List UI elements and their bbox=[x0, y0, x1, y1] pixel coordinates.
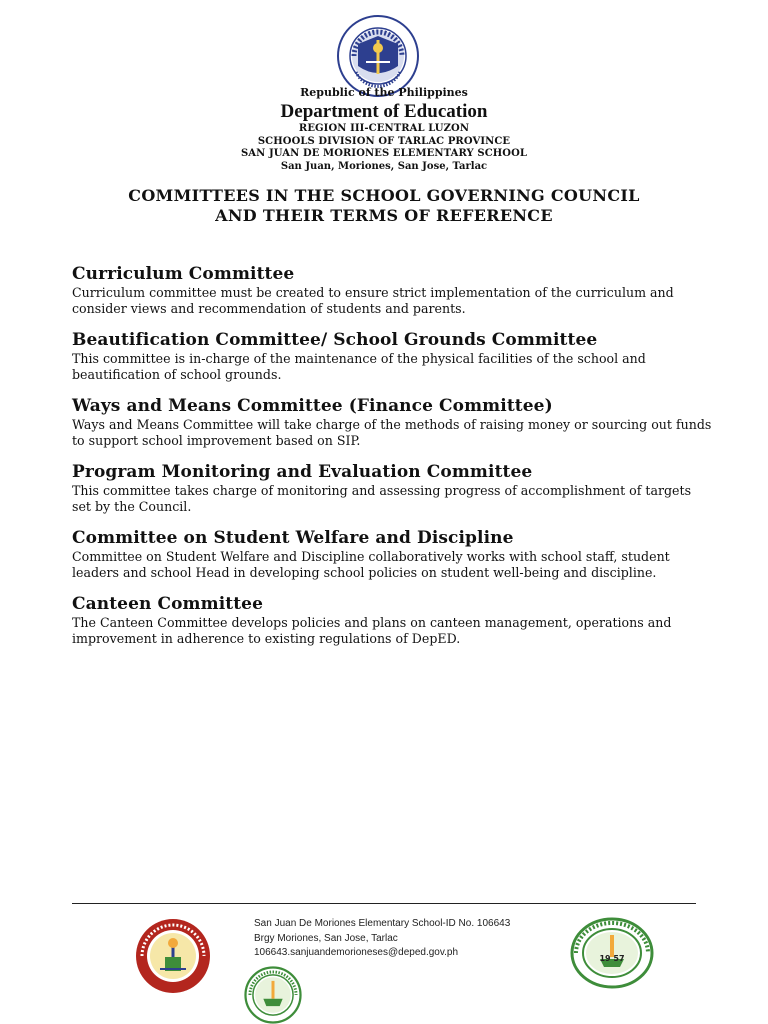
committee-description: Curriculum committee must be created to ensure strict implementation of the curriculum and consider views and recommendation of students and parents. bbox=[72, 285, 674, 316]
department-name: Department of Education bbox=[280, 101, 488, 122]
committee-description: Ways and Means Committee will take charge of the methods of raising money or sourcing out funds to support school improvement based on SIP. bbox=[72, 417, 712, 448]
committee-heading: Beautification Committee/ School Grounds Committee bbox=[72, 330, 598, 350]
republic-line: Republic of the Philippines bbox=[300, 86, 468, 99]
committee-list bbox=[72, 264, 712, 660]
region-line: REGION III-CENTRAL LUZON bbox=[298, 123, 470, 134]
committee-section bbox=[72, 528, 712, 580]
committee-heading: Curriculum Committee bbox=[72, 264, 295, 284]
committee-description: This committee takes charge of monitoring and assessing progress of accomplishment of targets set by the Council. bbox=[72, 483, 692, 514]
school-name-line: SAN JUAN DE MORIONES ELEMENTARY SCHOOL bbox=[240, 148, 528, 159]
footer-school-id: San Juan De Moriones Elementary School-ID No. 106643 bbox=[254, 918, 511, 929]
committee-section bbox=[72, 396, 712, 448]
title-line-1: COMMITTEES IN THE SCHOOL GOVERNING COUNCIL bbox=[128, 186, 640, 205]
division-line: SCHOOLS DIVISION OF TARLAC PROVINCE bbox=[257, 135, 511, 147]
footer-address: Brgy Moriones, San Jose, Tarlac bbox=[254, 932, 398, 944]
school-seal-logo-small bbox=[234, 966, 312, 1024]
committee-heading: Program Monitoring and Evaluation Committee bbox=[72, 462, 533, 482]
committee-heading: Canteen Committee bbox=[72, 594, 264, 614]
footer-email: 106643.sanjuandemorioneses@deped.gov.ph bbox=[254, 947, 459, 958]
school-seal-logo bbox=[570, 917, 654, 989]
division-seal-logo bbox=[134, 917, 212, 995]
committee-heading: Committee on Student Welfare and Discipline bbox=[72, 528, 514, 548]
committee-section bbox=[72, 462, 712, 514]
school-seal-year: 19 57 bbox=[599, 954, 625, 963]
committee-description: This committee is in-charge of the maintenance of the physical facilities of the school and beautification of school grounds. bbox=[72, 351, 646, 382]
footer-divider bbox=[72, 903, 696, 904]
letterhead bbox=[0, 86, 768, 172]
school-address-line: San Juan, Moriones, San Jose, Tarlac bbox=[280, 160, 488, 172]
committee-section bbox=[72, 264, 712, 316]
committee-heading: Ways and Means Committee (Finance Committee) bbox=[72, 396, 553, 416]
committee-description: Committee on Student Welfare and Discipline collaboratively works with school staff, student leaders and school Head in developing school policies on student well-being and discipline. bbox=[72, 549, 670, 580]
document-title bbox=[0, 186, 768, 226]
committee-section bbox=[72, 330, 712, 382]
title-line-2: AND THEIR TERMS OF REFERENCE bbox=[215, 206, 553, 225]
committee-section bbox=[72, 594, 712, 646]
footer-contact bbox=[254, 917, 510, 961]
committee-description: The Canteen Committee develops policies and plans on canteen management, operations and improvement in adherence to existing regulations of DepED. bbox=[72, 615, 672, 646]
